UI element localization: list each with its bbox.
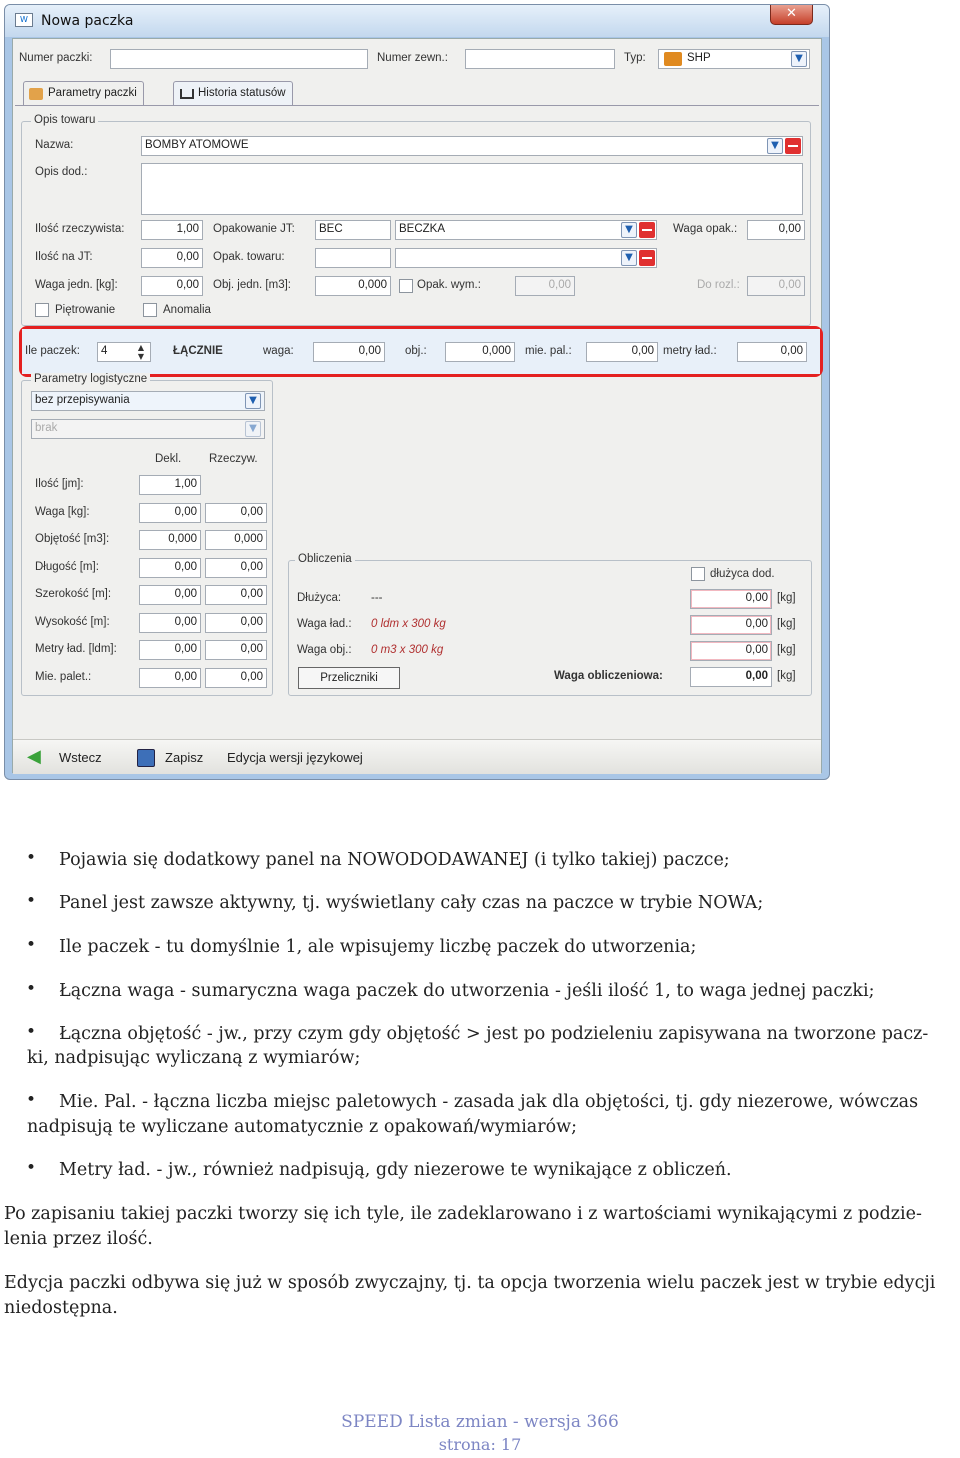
typ-value: SHP	[687, 52, 711, 64]
logistyka-title: Parametry logistyczne	[31, 373, 150, 385]
waga-obliczeniowa-input: 0,00	[690, 667, 772, 687]
opakowanie-jt-code[interactable]: BEC	[315, 220, 391, 240]
dluzyca-label: Dłużyca:	[297, 592, 342, 604]
brak-dropdown-icon: ▼	[245, 421, 261, 437]
ilosc-na-jt-label: Ilość na JT:	[35, 251, 93, 263]
logistyka-dekl-input[interactable]: 0,00	[139, 668, 201, 688]
numer-paczki-label: Numer paczki:	[19, 52, 93, 64]
obj-jedn-label: Obj. jedn. [m3]:	[213, 279, 291, 291]
waga-obliczeniowa-label: Waga obliczeniowa:	[554, 670, 663, 682]
waga-jedn-input[interactable]: 0,00	[141, 276, 203, 296]
obj-label: obj.:	[405, 345, 427, 357]
bullet-text: Panel jest zawsze aktywny, tj. wyświetlany cały czas na paczce w trybie NOWA;	[59, 893, 764, 913]
obl-value-1[interactable]: 0,00	[690, 589, 772, 609]
logistyka-rzecz-input[interactable]: 0,00	[205, 558, 267, 578]
metry-lad-label: metry ład.:	[663, 345, 717, 357]
zapisz-button[interactable]: Zapisz	[165, 750, 204, 765]
unit-kg-1: [kg]	[777, 592, 796, 604]
opak-wym-input: 0,00	[515, 276, 575, 296]
logistyka-dekl-input[interactable]: 0,00	[139, 640, 201, 660]
logistyka-row-label: Ilość [jm]:	[35, 478, 84, 490]
close-button[interactable]: ✕	[770, 5, 813, 25]
przeliczniki-button[interactable]: Przeliczniki	[298, 667, 400, 689]
nazwa-clear-icon[interactable]	[785, 138, 801, 154]
waga-lad-label: Waga ład.:	[297, 618, 352, 630]
obl-value-2[interactable]: 0,00	[690, 615, 772, 635]
waga-opak-label: Waga opak.:	[673, 223, 738, 235]
nazwa-label: Nazwa:	[35, 139, 74, 151]
logistyka-dekl-input[interactable]: 0,00	[139, 503, 201, 523]
paragraph-2-line-2: niedostępna.	[4, 1298, 118, 1318]
do-rozl-input: 0,00	[747, 276, 805, 296]
opak-towaru-label: Opak. towaru:	[213, 251, 285, 263]
paragraph-1-line-1: Po zapisaniu takiej paczki tworzy się ich tyle, ile zadeklarowano i z wartościami wynikającymi z podzie-	[4, 1204, 922, 1224]
opakowanie-jt-name[interactable]: BECZKA	[395, 220, 657, 240]
bullet-dot: •	[26, 1158, 37, 1178]
logistyka-row-label: Metry ład. [ldm]:	[35, 643, 117, 655]
metry-lad-input[interactable]: 0,00	[737, 342, 807, 362]
opak-wym-checkbox[interactable]	[399, 279, 413, 293]
col-rzeczyw: Rzeczyw.	[209, 453, 258, 465]
do-rozl-label: Do rozl.:	[697, 279, 740, 291]
obj-input[interactable]: 0,000	[445, 342, 515, 362]
unit-kg-4: [kg]	[777, 670, 796, 682]
wstecz-button[interactable]: Wstecz	[59, 750, 102, 765]
numer-paczki-input[interactable]	[110, 49, 368, 69]
numer-zewn-input[interactable]	[465, 49, 615, 69]
logistyka-dekl-input[interactable]: 0,00	[139, 585, 201, 605]
paragraph-2-line-1: Edycja paczki odbywa się już w sposób zwyczajny, tj. ta opcja tworzenia wielu paczek jest w trybie edycji	[4, 1273, 936, 1293]
logistyka-dekl-input[interactable]: 0,00	[139, 613, 201, 633]
waga-jedn-label: Waga jedn. [kg]:	[35, 279, 118, 291]
window-nowa-paczka	[4, 4, 830, 780]
mie-pal-input[interactable]: 0,00	[586, 342, 658, 362]
bullet-text: Łączna objętość - jw., przy czym gdy objętość > jest po podzieleniu zapisywana na tworzone pacz-	[59, 1024, 929, 1044]
tab-label: Parametry paczki	[48, 87, 137, 99]
page-footer-title: SPEED Lista zmian - wersja 366	[341, 1412, 619, 1432]
title-bar[interactable]	[5, 5, 829, 37]
waga-opak-input[interactable]: 0,00	[747, 220, 805, 240]
przepisywanie-dropdown-icon[interactable]: ▼	[245, 393, 261, 409]
bullet-dot: •	[26, 1090, 37, 1110]
logistyka-row-label: Waga [kg]:	[35, 505, 90, 518]
dluzyca-dod-label: dłużyca dod.	[710, 568, 775, 580]
ilosc-rzeczywista-input[interactable]: 1,00	[141, 220, 203, 240]
col-dekl: Dekl.	[155, 453, 182, 465]
pietrowanie-label: Piętrowanie	[55, 304, 116, 316]
bullet-text: Pojawia się dodatkowy panel na NOWODODAWANEJ (i tylko takiej) paczce;	[59, 850, 730, 870]
ilosc-na-jt-input[interactable]: 0,00	[141, 248, 203, 268]
logistyka-dekl-input[interactable]: 0,000	[139, 530, 201, 550]
bullet-text-cont: nadpisują te wyliczane automatycznie z opakowań/wymiarów;	[27, 1117, 578, 1137]
client-area	[12, 38, 822, 773]
brak-select: brak	[31, 419, 265, 439]
dluzyca-dod-checkbox[interactable]	[691, 567, 705, 581]
bullet-text: Mie. Pal. - łączna liczba miejsc paletowych - zasada jak dla objętości, tj. gdy niezerowe, wówczas	[59, 1092, 919, 1112]
numer-zewn-label: Numer zewn.:	[377, 52, 448, 64]
dluzyca-value: ---	[371, 592, 383, 604]
opis-dod-textarea[interactable]	[141, 163, 803, 215]
opak-wym-label: Opak. wym.:	[417, 279, 481, 291]
opak-jt-clear-icon[interactable]	[639, 222, 655, 238]
box-icon	[664, 52, 682, 66]
logistyka-dekl-input[interactable]: 1,00	[139, 475, 201, 495]
logistyka-rzecz-input[interactable]: 0,00	[205, 613, 267, 633]
logistyka-row-label: Szerokość [m]:	[35, 588, 112, 600]
logistyka-row-label: Wysokość [m]:	[35, 615, 110, 628]
anomalia-checkbox[interactable]	[143, 303, 157, 317]
logistyka-row-label: Długość [m]:	[35, 560, 99, 573]
waga-obj-label: Waga obj.:	[297, 644, 352, 656]
waga-label: waga:	[263, 345, 294, 357]
opakowanie-jt-label: Opakowanie JT:	[213, 223, 295, 235]
logistyka-row-label: Objętość [m3]:	[35, 533, 110, 545]
ile-paczek-label: Ile paczek:	[25, 345, 80, 357]
logistyka-rzecz-input[interactable]: 0,00	[205, 640, 267, 660]
logistyka-rzecz-input[interactable]: 0,000	[205, 530, 267, 550]
logistyka-dekl-input[interactable]: 0,00	[139, 558, 201, 578]
history-icon	[180, 89, 194, 99]
app-icon: W	[15, 13, 33, 27]
opak-jt-dropdown-icon[interactable]: ▼	[621, 222, 637, 238]
nazwa-dropdown-icon[interactable]: ▼	[767, 138, 783, 154]
package-icon	[29, 88, 43, 100]
logistyka-rzecz-input[interactable]: 0,00	[205, 585, 267, 605]
tab-divider	[15, 105, 819, 106]
lacznie-label: ŁĄCZNIE	[173, 345, 223, 357]
bullet-text-cont: ki, nadpisując wyliczaną z wymiarów;	[27, 1048, 361, 1068]
bullet-dot: •	[26, 1022, 37, 1042]
opis-dod-label: Opis dod.:	[35, 166, 88, 178]
waga-lad-value: 0 ldm x 300 kg	[371, 618, 446, 630]
waga-obj-value: 0 m3 x 300 kg	[371, 644, 444, 656]
paragraph-1-line-2: lenia przez ilość.	[4, 1229, 153, 1249]
obliczenia-title: Obliczenia	[295, 553, 355, 565]
bullet-text: Łączna waga - sumaryczna waga paczek do utworzenia - jeśli ilość 1, to waga jednej paczki;	[59, 981, 875, 1001]
logistyka-rzecz-input[interactable]: 0,00	[205, 668, 267, 688]
back-arrow-icon[interactable]: ◀	[27, 746, 41, 767]
save-icon[interactable]	[137, 749, 155, 767]
unit-kg-3: [kg]	[777, 644, 796, 656]
bullet-text: Ile paczek - tu domyślnie 1, ale wpisujemy liczbę paczek do utworzenia;	[59, 937, 697, 957]
pietrowanie-checkbox[interactable]	[35, 303, 49, 317]
tab-label: Historia statusów	[198, 87, 286, 99]
ile-paczek-spinner[interactable]: 4	[97, 342, 151, 362]
opis-towaru-title: Opis towaru	[31, 114, 98, 126]
typ-dropdown-icon[interactable]: ▼	[791, 51, 807, 67]
waga-input[interactable]: 0,00	[313, 342, 385, 362]
ilosc-rzeczywista-label: Ilość rzeczywista:	[35, 223, 125, 235]
anomalia-label: Anomalia	[163, 304, 211, 316]
edycja-wersji-button[interactable]: Edycja wersji językowej	[227, 750, 363, 765]
bullet-dot: •	[26, 891, 37, 911]
przepisywanie-select[interactable]: bez przepisywania	[31, 391, 265, 411]
spinner-arrows-icon[interactable]: ▲ ▼	[137, 343, 145, 361]
mie-pal-label: mie. pal.:	[525, 345, 572, 357]
opak-towaru-dropdown-icon[interactable]: ▼	[621, 250, 637, 266]
logistyka-rzecz-input[interactable]: 0,00	[205, 503, 267, 523]
bullet-dot: •	[26, 848, 37, 868]
opak-towaru-clear-icon[interactable]	[639, 250, 655, 266]
bottom-toolbar	[13, 739, 821, 774]
bullet-dot: •	[26, 935, 37, 955]
opak-towaru-code[interactable]	[315, 248, 391, 268]
bullet-text: Metry ład. - jw., również nadpisują, gdy niezerowe te wynikające z obliczeń.	[59, 1160, 732, 1180]
window-title: Nowa paczka	[41, 13, 134, 29]
logistyka-row-label: Mie. palet.:	[35, 670, 92, 683]
obl-value-3[interactable]: 0,00	[690, 641, 772, 661]
bullet-dot: •	[26, 979, 37, 999]
typ-label: Typ:	[624, 52, 646, 64]
obj-jedn-input[interactable]: 0,000	[315, 276, 391, 296]
opak-towaru-name[interactable]	[395, 248, 657, 268]
unit-kg-2: [kg]	[777, 618, 796, 630]
nazwa-input[interactable]: BOMBY ATOMOWE	[141, 136, 803, 156]
page-footer-page: strona: 17	[438, 1435, 522, 1454]
